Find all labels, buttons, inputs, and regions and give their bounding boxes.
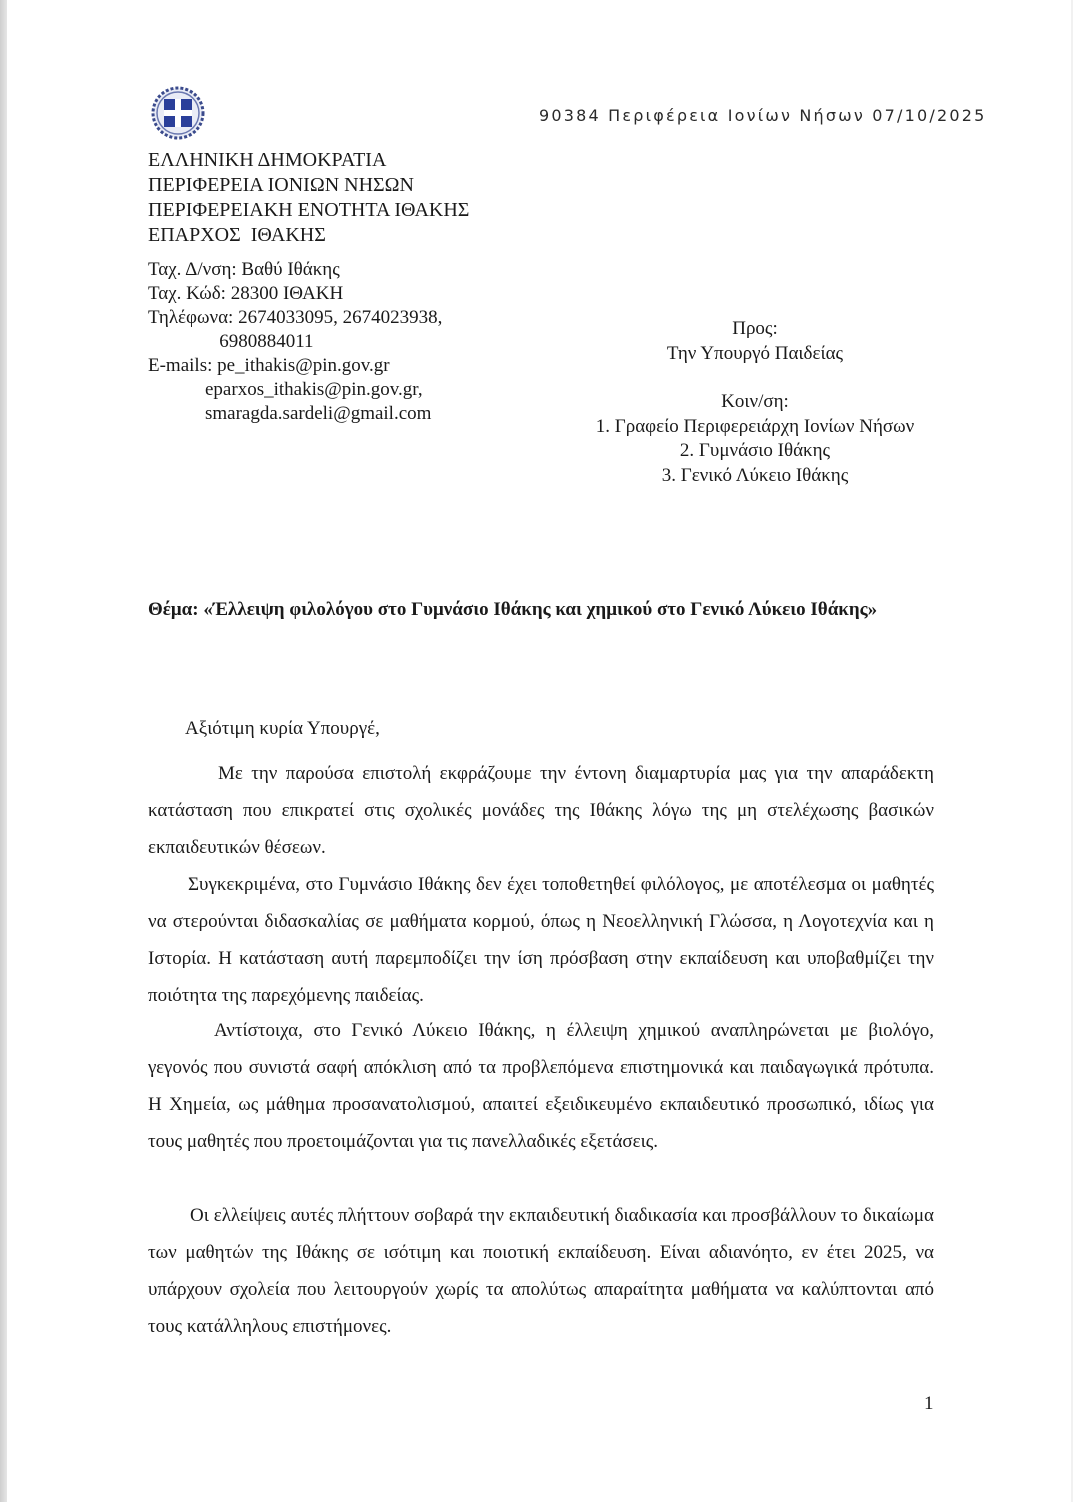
email-link[interactable]: eparxos_ithakis@pin.gov.gr,: [148, 379, 423, 400]
org-line: ΕΛΛΗΝΙΚΗ ΔΗΜΟΚΡΑΤΙΑ: [148, 149, 387, 171]
body-paragraph: Με την παρούσα επιστολή εκφράζουμε την έντονη διαμαρτυρία μας για την απαράδεκτη κατάσταση που επικρατεί στις σχολικές μονάδες της Ιθάκης λόγω της μη στελέχωσης βασικών εκπαιδευτικών θέσεων.: [148, 763, 934, 858]
contact-details: [148, 258, 442, 426]
cc-recipient: 3. Γενικό Λύκειο Ιθάκης: [661, 464, 849, 486]
phones-continued: 6980884011: [148, 331, 314, 352]
email-link[interactable]: smaragda.sardeli@gmail.com: [148, 403, 432, 424]
body-paragraph: Οι ελλείψεις αυτές πλήττουν σοβαρά την εκπαιδευτική διαδικασία και προσβάλλουν το δικαίωμα των μαθητών της Ιθάκης σε ισότιμη και ποιοτική εκπαίδευση. Είναι αδιανόητο, εν έτει 2025, να υπάρχουν σχολεία που λειτουργούν χωρίς τα απολύτως απαραίτητα μαθήματα να καλύπτονται από τους κατάλληλους επιστήμονες.: [148, 1205, 934, 1337]
cc-recipient: 2. Γυμνάσιο Ιθάκης: [679, 440, 831, 461]
cc-recipient: 1. Γραφείο Περιφερειάρχη Ιονίων Νήσων: [595, 415, 915, 437]
org-line: ΠΕΡΙΦΕΡΕΙΑΚΗ ΕΝΟΤΗΤΑ ΙΘΑΚΗΣ: [148, 199, 470, 221]
page-edge-shadow: [0, 0, 7, 1502]
postal-address: Ταχ. Δ/νση: Βαθύ Ιθάκης: [148, 259, 340, 280]
greek-coat-of-arms-icon: [150, 86, 206, 140]
salutation: Αξιότιμη κυρία Υπουργέ,: [185, 718, 380, 739]
org-line: ΠΕΡΙΦΕΡΕΙΑ ΙΟΝΙΩΝ ΝΗΣΩΝ: [148, 174, 414, 196]
body-paragraph: Αντίστοιχα, στο Γενικό Λύκειο Ιθάκης, η έλλειψη χημικού αναπληρώνεται με βιολόγο, γεγονός που συνιστά σαφή απόκλιση από τα προβλεπόμενα επιστημονικά και παιδαγωγικά πρότυπα. Η Χημεία, ως μάθημα προσανατολισμού, απαιτεί εξειδικευμένο εκπαιδευτικό προσωπικό, ιδίως για τους μαθητές που προετοιμάζονται για τις πανελλαδικές εξετάσεις.: [148, 1020, 934, 1152]
org-line: ΕΠΑΡΧΟΣ ΙΘΑΚΗΣ: [148, 224, 326, 246]
email-link[interactable]: E-mails: pe_ithakis@pin.gov.gr: [148, 355, 390, 376]
postal-code: Ταχ. Κώδ: 28300 ΙΘΑΚΗ: [148, 283, 344, 304]
recipients-block: [590, 317, 920, 488]
subject-line: Θέμα: «Έλλειψη φιλολόγου στο Γυμνάσιο Ιθάκης και χημικού στο Γενικό Λύκειο Ιθάκης»: [148, 599, 878, 620]
to-recipient: Την Υπουργό Παιδείας: [666, 342, 844, 364]
body-paragraph: Συγκεκριμένα, στο Γυμνάσιο Ιθάκης δεν έχει τοποθετηθεί φιλόλογος, με αποτέλεσμα οι μαθητές να στερούνται διδασκαλίας σε μαθήματα κορμού, όπως η Νεοελληνική Γλώσσα, η Λογοτεχνία και η Ιστορία. Η κατάσταση αυτή παρεμποδίζει την ίση πρόσβαση στην εκπαίδευση και υποβαθμίζει την ποιότητα της παρεχόμενης παιδείας.: [148, 874, 934, 1006]
phones: Τηλέφωνα: 2674033095, 2674023938,: [148, 307, 443, 328]
issuing-authority: [148, 148, 469, 248]
cc-label: Κοιν/ση:: [721, 391, 789, 412]
protocol-number: 90384 Περιφέρεια Ιονίων Νήσων 07/10/2025: [539, 106, 987, 125]
page-number: 1: [924, 1393, 934, 1414]
to-label: Προς:: [732, 318, 778, 339]
